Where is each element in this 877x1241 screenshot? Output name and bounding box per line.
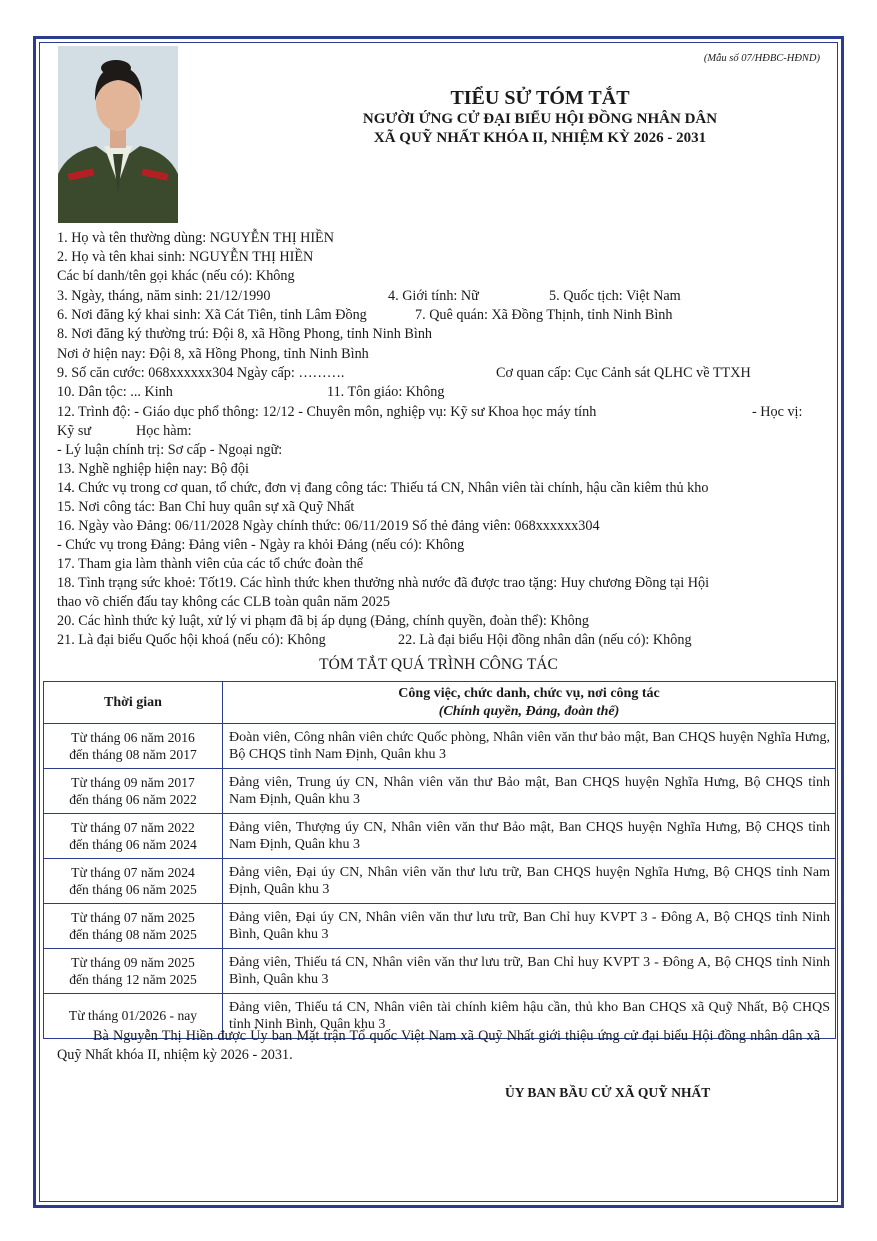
time-cell: Từ tháng 01/2026 - nay	[44, 994, 223, 1039]
field-position: 14. Chức vụ trong cơ quan, tổ chức, đơn vị đang công tác: Thiếu tá CN, Nhân viên tài chính, hậu cần kiêm thủ kho	[57, 480, 709, 496]
field-id-card: 9. Số căn cước: 068xxxxxx304 Ngày cấp: ……….	[57, 365, 345, 381]
table-row	[44, 814, 836, 859]
table-row	[44, 949, 836, 994]
field-id-issuer: Cơ quan cấp: Cục Cảnh sát QLHC về TTXH	[496, 365, 751, 381]
form-code: (Mẫu số 07/HĐBC-HĐND)	[703, 53, 820, 64]
field-religion: 11. Tôn giáo: Không	[327, 384, 445, 400]
work-cell: Đảng viên, Thiếu tá CN, Nhân viên tài chính kiêm hậu cần, thủ kho Ban CHQS xã Quỹ Nhất, Bộ CHQS tỉnh Ninh Bình, Quân khu 3	[223, 994, 836, 1039]
field-academic-degree: Kỹ sư	[57, 423, 92, 439]
time-cell: Từ tháng 07 năm 2022 đến tháng 06 năm 2024	[44, 814, 223, 859]
field-nationality: 5. Quốc tịch: Việt Nam	[549, 288, 681, 304]
field-gender: 4. Giới tính: Nữ	[388, 288, 479, 304]
portrait-illustration	[58, 46, 178, 223]
field-education: 12. Trình độ: - Giáo dục phổ thông: 12/12 - Chuyên môn, nghiệp vụ: Kỹ sư Khoa học máy tính	[57, 404, 597, 420]
field-birth-name: 2. Họ và tên khai sinh: NGUYỄN THỊ HIỀN	[57, 249, 314, 265]
field-birth-registration: 6. Nơi đăng ký khai sinh: Xã Cát Tiên, tỉnh Lâm Đồng	[57, 307, 367, 323]
document-subtitle-2: XÃ QUỸ NHẤT KHÓA II, NHIỆM KỲ 2026 - 2031	[373, 130, 707, 146]
field-organizations: 17. Tham gia làm thành viên của các tổ chức đoàn thể	[57, 556, 364, 572]
work-cell: Đoàn viên, Công nhân viên chức Quốc phòng, Nhân viên văn thư bảo mật, Ban CHQS huyện Nghĩa Hưng, Bộ CHQS tỉnh Nam Định, Quân khu 3	[223, 724, 836, 769]
header-work-line-1: Công việc, chức danh, chức vụ, nơi công tác	[398, 686, 660, 701]
work-history-table	[43, 681, 836, 1039]
work-cell: Đảng viên, Thượng úy CN, Nhân viên văn thư Bảo mật, Ban CHQS huyện Nghĩa Hưng, Bộ CHQS tỉnh Nam Định, Quân khu 3	[223, 814, 836, 859]
header-time: Thời gian	[44, 682, 223, 724]
field-peoples-council: 22. Là đại biểu Hội đồng nhân dân (nếu có): Không	[398, 632, 692, 648]
table-header-row	[44, 682, 836, 724]
header-work-line-2: (Chính quyền, Đảng, đoàn thể)	[438, 703, 620, 719]
field-ethnicity: 10. Dân tộc: ... Kinh	[57, 384, 173, 400]
field-national-assembly: 21. Là đại biểu Quốc hội khoá (nếu có): Không	[57, 632, 326, 648]
work-cell: Đảng viên, Trung úy CN, Nhân viên văn thư Bảo mật, Ban CHQS huyện Nghĩa Hưng, Bộ CHQS tỉnh Nam Định, Quân khu 3	[223, 769, 836, 814]
field-discipline: 20. Các hình thức kỷ luật, xử lý vi phạm đã bị áp dụng (Đảng, chính quyền, đoàn thể): Không	[57, 613, 589, 629]
header-work	[223, 682, 836, 724]
election-committee-signature: ỦY BAN BẦU CỬ XÃ QUỸ NHẤT	[505, 1085, 711, 1100]
time-cell: Từ tháng 07 năm 2024 đến tháng 06 năm 2025	[44, 859, 223, 904]
table-row	[44, 859, 836, 904]
candidate-portrait-photo	[58, 46, 178, 223]
field-permanent-residence: 8. Nơi đăng ký thường trú: Đội 8, xã Hồng Phong, tỉnh Ninh Bình	[57, 326, 433, 342]
field-party-dates: 16. Ngày vào Đảng: 06/11/2028 Ngày chính thức: 06/11/2019 Số thẻ đảng viên: 068xxxxxx304	[57, 518, 600, 534]
work-cell: Đảng viên, Đại úy CN, Nhân viên văn thư lưu trữ, Ban CHQS huyện Nghĩa Hưng, Bộ CHQS tỉnh Nam Định, Quân khu 3	[223, 859, 836, 904]
document-subtitle-1: NGƯỜI ỨNG CỬ ĐẠI BIỂU HỘI ĐỒNG NHÂN DÂN	[362, 111, 718, 127]
field-hometown: 7. Quê quán: Xã Đồng Thịnh, tỉnh Ninh Bình	[415, 307, 673, 323]
table-row	[44, 724, 836, 769]
time-cell: Từ tháng 06 năm 2016 đến tháng 08 năm 2017	[44, 724, 223, 769]
field-political-theory: - Lý luận chính trị: Sơ cấp - Ngoại ngữ:	[57, 442, 283, 458]
work-history-title: TÓM TẮT QUÁ TRÌNH CÔNG TÁC	[319, 656, 558, 673]
field-academic-degree-label: - Học vị:	[752, 404, 803, 420]
field-workplace: 15. Nơi công tác: Ban Chỉ huy quân sự xã Quỹ Nhất	[57, 499, 355, 515]
field-party-role: - Chức vụ trong Đảng: Đảng viên - Ngày ra khỏi Đảng (nếu có): Không	[57, 537, 465, 553]
field-date-of-birth: 3. Ngày, tháng, năm sinh: 21/12/1990	[57, 288, 271, 304]
work-cell: Đảng viên, Thiếu tá CN, Nhân viên văn thư lưu trữ, Ban Chỉ huy KVPT 3 - Đông A, Bộ CHQS tỉnh Ninh Bình, Quân khu 3	[223, 949, 836, 994]
field-alias: Các bí danh/tên gọi khác (nếu có): Không	[57, 268, 295, 284]
time-cell: Từ tháng 09 năm 2017 đến tháng 06 năm 2022	[44, 769, 223, 814]
introduction-statement: Bà Nguyễn Thị Hiền được Ủy ban Mặt trận Tổ quốc Việt Nam xã Quỹ Nhất giới thiệu ứng cử đại biểu Hội đồng nhân dân xã Quỹ Nhất khóa II, nhiệm kỳ 2026 - 2031.	[57, 1028, 820, 1063]
time-cell: Từ tháng 07 năm 2025 đến tháng 08 năm 2025	[44, 904, 223, 949]
table-row	[44, 769, 836, 814]
work-cell: Đảng viên, Đại úy CN, Nhân viên văn thư lưu trữ, Ban Chỉ huy KVPT 3 - Đông A, Bộ CHQS tỉnh Ninh Bình, Quân khu 3	[223, 904, 836, 949]
field-awards-continued: thao võ chiến đấu tay không các CLB toàn quân năm 2025	[57, 594, 390, 610]
field-academic-title: Học hàm:	[136, 423, 192, 439]
field-health-awards: 18. Tình trạng sức khoẻ: Tốt19. Các hình thức khen thưởng nhà nước đã được trao tặng: Huy chương Đồng tại Hội	[57, 575, 710, 591]
field-current-residence: Nơi ở hiện nay: Đội 8, xã Hồng Phong, tỉnh Ninh Bình	[57, 346, 369, 362]
table-row	[44, 904, 836, 949]
field-occupation: 13. Nghề nghiệp hiện nay: Bộ đội	[57, 461, 249, 477]
field-common-name: 1. Họ và tên thường dùng: NGUYỄN THỊ HIỀN	[57, 230, 334, 246]
document-title: TIỂU SỬ TÓM TẮT	[450, 87, 630, 109]
time-cell: Từ tháng 09 năm 2025 đến tháng 12 năm 2025	[44, 949, 223, 994]
